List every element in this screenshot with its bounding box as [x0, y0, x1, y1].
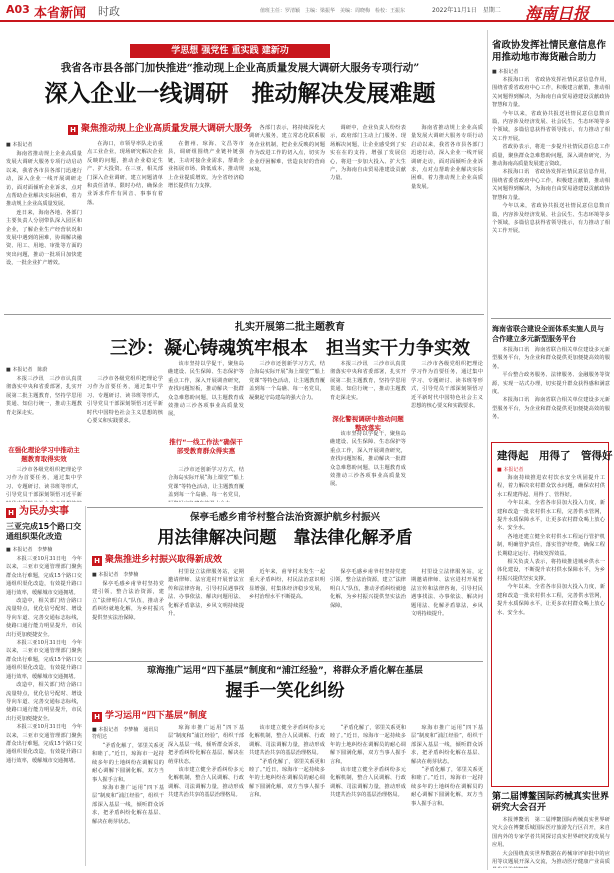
second-headline: 三沙：凝心铸魂筑牢根本 担当实干力争实效 [110, 338, 470, 359]
right-block4-title: 第二届博鳌国际药械真实世界研究大会召开 [492, 792, 610, 813]
issue-date: 2022年11月1日 星期二 [432, 7, 501, 14]
lead-col-2 [87, 140, 163, 310]
right-para: 各地还建立健全农村供水工程运行管护机制，明确管护责任，落实管护经费，确保工程长期稳定运行、持续发挥效益。 [497, 533, 605, 557]
lead-para: 海南省推动规上企业高质量发展大调研大服务专项行动启动以来，我省各市县各部门迅速行动，深入企业一线开展调研走访，面对面倾听企业诉求，点对点帮助企业解决实际困难，着力推动规上企业高质量发展。 [6, 151, 82, 208]
second-para: 本报三沙讯 三沙市认真贯彻落实中央和省委部署，扎实开展第二批主题教育，坚持学思用贯通、知信行统一，推动主题教育走深走实。 [6, 376, 82, 416]
third-section-label: 聚焦推进乡村振兴取得新成效 [105, 555, 223, 565]
left-para: 本报三亚10月31日电 今年以来，三亚市交通管理部门聚焦群众出行难题，完成15个路口交通组织渠化改造，有效提升路口通行效率，缓解城市交通拥堵。 [6, 724, 82, 764]
lead-para: 在海口，市领导率队走访重点工业企业，现场研究解决企业反映的问题，推动企业稳定生产、扩大投资。在三亚，相关部门深入企业调研，建立问题清单和责任清单，限时办结，确保企业诉求件件有回音、事事有着落。 [87, 141, 163, 206]
section-name: 本省新闻 [34, 6, 87, 21]
left-section-bar [6, 506, 86, 518]
right-para: 本报海口讯 海南省联合相关单位建设多元新型服务平台，为企业和群众提供更加便捷高效的服务。 [492, 397, 610, 421]
right-block2-title: 海南省联合建设全面体系实施人员与合作建立多元新型服务平台 [492, 325, 604, 343]
third-section-bar [92, 554, 292, 566]
column-rule [487, 30, 488, 870]
second-subhead: 扎实开展第二批主题教育 [235, 322, 345, 333]
right-para: 本报海口讯 省政协发挥社情民意信息作用，围绕省委省政府中心工作，积极建言献策，推动相关问题得到解决，为海南自由贸易港建设贡献政协智慧和力量。 [492, 77, 610, 109]
newspaper-logo: 海南日报 [525, 4, 590, 23]
second-para: 三沙市还创新学习方式，结合海岛实际开展“海上课堂”“船上党课”等特色活动，让主题教育覆盖到每一个岛礁、每一名党员，凝聚起守岛建岛的强大合力。 [249, 361, 325, 401]
third-para: 保亭毛感乡甫爷村坚持党建引领，整合法治资源，建立“法律明白人”队伍，推动矛盾纠纷就地化解，为乡村振兴提供坚实法治保障。 [92, 581, 164, 621]
right-para: 平台整合政务服务、法律服务、金融服务等资源，实现一站式办理，切实提升群众获得感和满意度。 [492, 372, 610, 396]
lead-col-6 [411, 124, 483, 310]
third-para: 村里设立法律服务站，定期邀请律师、法官进村开展普法宣传和法律咨询，引导村民遇事找法、办事依法、解决问题用法、化解矛盾靠法，乡风文明持续提升。 [411, 569, 483, 618]
second-para: 该市坚持以学促干，聚焦岛礁建设、民生保障、生态保护等重点工作，深入开展调查研究，查找问题短板，推动解决一批群众急难愁盼问题，以主题教育成效推动三沙各项事业高质量发展。 [330, 431, 406, 488]
section-marker-icon: H [92, 712, 102, 722]
divider [87, 507, 483, 508]
fourth-para: 琼海市推广运用“四下基层”制度和“浦江经验”，组织干部深入基层一线，倾听群众诉求，把矛盾纠纷化解在基层、解决在萌芽状态。 [411, 725, 483, 765]
right-para: 本报博鳌讯 第二届博鳌国际药械真实世界研究大会在博鳌乐城国际医疗旅游先行区召开，来自国内外的专家学者共同探讨真实世界研究的发展与应用。 [492, 817, 610, 849]
section-marker-icon: H [92, 556, 102, 566]
fourth-section-bar [92, 710, 292, 722]
third-col-3 [249, 568, 325, 658]
third-col-5 [411, 568, 483, 658]
page-code: A03 [6, 3, 30, 16]
fourth-section-label: 学习运用“四下基层”制度 [105, 711, 207, 721]
fourth-byline: ■ 本报记者 李梦楠 通讯员 符绍达 [92, 727, 164, 740]
right-para: 今年以来，全省各市县加大投入力度，新建和改造一批农村供水工程，完善供水管网，提升水质保障水平，让更多农村群众喝上放心水、安全水。 [497, 584, 605, 616]
fourth-para: “矛盾化解了，邻里关系更和睦了。”近日，琼海市一起持续多年的土地纠纷在调解员的耐心调解下圆满化解，双方当事人握手言和。 [92, 743, 164, 783]
third-col-1 [92, 580, 164, 658]
second-col-6 [411, 360, 483, 505]
right-block2-text [492, 346, 610, 436]
second-col-3 [168, 360, 244, 435]
lead-col-3 [168, 140, 244, 310]
third-col-2 [168, 568, 244, 658]
second-para: 三沙市各级党组织把理论学习作为首要任务，通过集中学习、专题研讨、读书班等形式，引导党员干部深刻领悟习近平新时代中国特色社会主义思想的核心要义和实践要求。 [87, 376, 163, 425]
lead-headline: 深入企业一线调研 推动解决发展难题 [44, 81, 436, 107]
right-block3-text [497, 474, 605, 782]
lead-para: 各部门表示，将持续深化大调研大服务，建立常态化联系服务企业机制，把企业反映的问题作为改进工作的切入点，切实为企业纾困解难，营造良好的营商环境。 [249, 125, 325, 174]
left-col-text [6, 555, 82, 865]
subsection-name: 时政 [98, 5, 120, 18]
theme-banner: 学思想 强党性 重实践 建新功 [130, 44, 330, 58]
fourth-para: 该市建立健全矛盾纠纷多元化解机制，整合人民调解、行政调解、司法调解力量，推动形成共建共治共享的基层治理格局。 [168, 767, 244, 799]
lead-col-1 [6, 150, 82, 310]
fourth-headline: 握手一笑化纠纷 [225, 681, 345, 701]
fourth-para: 该市建立健全矛盾纠纷多元化解机制，整合人民调解、行政调解、司法调解力量，推动形成共建共治共享的基层治理格局。 [330, 767, 406, 799]
fourth-para: “矛盾化解了，邻里关系更和睦了。”近日，琼海市一起持续多年的土地纠纷在调解员的耐心调解下圆满化解，双方当事人握手言和。 [330, 725, 406, 765]
second-col-2 [87, 375, 163, 505]
right-block1-text [492, 76, 610, 312]
second-col-5b [330, 430, 406, 505]
second-para: 三沙市各级党组织把理论学习作为首要任务，通过集中学习、专题研讨、读书班等形式，引导党员干部深刻领悟习近平新 [6, 467, 82, 499]
fourth-col-1 [92, 742, 164, 866]
lead-para: 调研中，企业负责人纷纷表示，政府部门主动上门服务、现场解决问题，让企业感受到了实实在在的支持，增强了发展信心，将进一步加大投入、扩大生产，为海南自由贸易港建设贡献力量。 [330, 125, 406, 182]
right-block4-text [492, 816, 610, 868]
third-byline: ■ 本报记者 李梦楠 [92, 572, 139, 578]
divider [87, 661, 483, 662]
right-para: 海南持续推进农村饮水安全巩固提升工程，着力解决农村群众饮水问题，确保农村供水工程建得起、用得了、管得好。 [497, 475, 605, 498]
right-para: 大会围绕真实世界数据在药械审评审批中的应用等议题展开深入交流，为推动医疗健康产业高质 [492, 850, 610, 866]
lead-col-5 [330, 124, 406, 310]
column-rule [85, 506, 86, 866]
right-block3-dateline: ■ 本报记者 [497, 467, 524, 473]
fourth-col-5 [411, 724, 483, 866]
second-para: 该市坚持以学促干，聚焦岛礁建设、民生保障、生态保护等重点工作，深入开展调查研究，查找问题短板，推动解决一批群众急难愁盼问题，以主题教育成效推动三沙各项事业高质量发展。 [168, 361, 244, 418]
second-byline: ■ 本报记者 陈蔚 [6, 367, 48, 373]
third-col-4 [330, 568, 406, 658]
lead-para: 连日来，海南各地、各部门主要负责人分别带队深入园区和企业，了解企业生产经营状况和发展中遇到的困难，协调解决融资、用工、用地、审批等方面的突出问题，推动一批项目加快建设，一批企业扩产增效。 [6, 209, 82, 267]
second-col-3b [168, 466, 244, 502]
divider [4, 314, 484, 315]
left-para: 改造中，相关部门结合路口流量特点，优化信号配时、增设导向车道、完善交通标志标线，使路口通行能力明显提升，市民出行更加便捷安全。 [6, 598, 82, 638]
lead-byline: ■ 本报记者 [6, 142, 33, 148]
divider [491, 318, 611, 319]
third-para: 近年来，甫爷村未发生一起重大矛盾纠纷，村民法治意识明显增强，村集体经济稳步发展，乡村治理水平不断提高。 [249, 569, 325, 601]
lead-para: 在儋州、琼海、文昌等市县，调研组围绕产业链补链强链，主动对接企业需求，帮助企业拓展市场、降低成本，推动规上企业提质增效，为全省经济稳增长提供有力支撑。 [168, 141, 244, 190]
right-para: 相关负责人表示，将持续推进城乡供水一体化建设，不断提升农村供水保障水平，为乡村振兴提供坚实支撑。 [497, 559, 605, 582]
fourth-para: 该市建立健全矛盾纠纷多元化解机制，整合人民调解、行政调解、司法调解力量，推动形成共建共治共享的基层治理格局。 [249, 725, 325, 757]
right-block1-title: 省政协发挥社情民意信息作用推动地市海货融合助力 [492, 40, 607, 63]
right-para: 今年以来，省政协共报送社情民意信息数百篇，内容涉及经济发展、社会民生、生态环境等多个领域，多篇信息获得省领导批示，有力推动了相关工作开展。 [492, 203, 610, 235]
fourth-para: 琼海市推广运用“四下基层”制度和“浦江经验”，组织干部深入基层一线，倾听群众诉求，把矛盾纠纷化解在基层、解决在萌芽状态。 [92, 785, 164, 825]
right-para: 本报海口讯 海南省联合相关单位建设多元新型服务平台，为企业和群众提供更加便捷高效的服务。 [492, 347, 610, 370]
left-section-label: 为民办实事 [19, 506, 69, 517]
third-para: 村里设立法律服务站，定期邀请律师、法官进村开展普法宣传和法律咨询，引导村民遇事找法、办事依法、解决问题用法、化解矛盾靠法，乡风文明持续提升。 [168, 569, 244, 618]
second-para: 本报三沙讯 三沙市认真贯彻落实中央和省委部署，扎实开展第二批主题教育，坚持学思用贯通、知信行统一，推动主题教育走深走实。 [330, 361, 406, 401]
right-para: 今年以来，省政协共报送社情民意信息数百篇，内容涉及经济发展、社会民生、生态环境等多个领域，多篇信息获得省领导批示，有力推动了相关工作开展。 [492, 110, 610, 142]
right-para: 今年以来，全省各市县加大投入力度，新建和改造一批农村供水工程，完善供水管网，提升水质保障水平，让更多农村群众喝上放心水、安全水。 [497, 500, 605, 532]
section-marker-icon: H [6, 508, 16, 518]
left-headline: 三亚完成15个路口交通组织渠化改造 [6, 522, 82, 541]
lead-section-label: 聚焦推动规上企业高质量发展大调研大服务 [81, 124, 253, 134]
fourth-col-2 [168, 724, 244, 866]
right-block1-byline: ■ 本报记者 [492, 69, 519, 75]
second-side-head: 推行“一线工作法”确保干部受教育群众得实惠 [169, 438, 243, 455]
fourth-col-3 [249, 724, 325, 866]
second-side-head: 在强化理论学习中推动主题教育取得实效 [8, 446, 80, 463]
left-para: 本报三亚10月31日电 今年以来，三亚市交通管理部门聚焦群众出行难题，完成15个路口交通组织渠化改造，有效提升路口通行效率，缓解城市交通拥堵。 [6, 640, 82, 680]
section-marker-icon: H [68, 125, 78, 135]
fourth-subhead: 琼海推广运用“四下基层”制度和“浦江经验”，将群众矛盾化解在基层 [147, 666, 423, 676]
third-para: 保亭毛感乡甫爷村坚持党建引领，整合法治资源，建立“法律明白人”队伍，推动矛盾纠纷就地化解，为乡村振兴提供坚实法治保障。 [330, 569, 406, 609]
second-col-1b [6, 466, 82, 502]
right-para: 本报海口讯 省政协发挥社情民意信息作用，围绕省委省政府中心工作，积极建言献策，推动相关问题得到解决，为海南自由贸易港建设贡献政协智慧和力量。 [492, 169, 610, 201]
fourth-para: 琼海市推广运用“四下基层”制度和“浦江经验”，组织干部深入基层一线，倾听群众诉求，把矛盾纠纷化解在基层、解决在萌芽状态。 [168, 725, 244, 765]
second-para: 三沙市还创新学习方式，结合海岛实际开展“海上课堂”“船上党课”等特色活动，让主题教育覆盖到每一个岛礁、每一名党员， [168, 467, 244, 499]
staff-line: 值班主任：罗清颖 主编：梁振华 美编：周晓梅 检校：王振东 [260, 8, 406, 14]
third-subhead: 保亭毛感乡甫爷村整合法治资源护航乡村振兴 [189, 512, 380, 523]
right-block3-title: 建得起 用得了 管得好 [497, 450, 613, 462]
fourth-para: “矛盾化解了，邻里关系更和睦了。”近日，琼海市一起持续多年的土地纠纷在调解员的耐心调解下圆满化解，双方当事人握手言和。 [249, 758, 325, 799]
lead-subhead: 我省各市县各部门加快推进“推动现上企业高质量发展大调研大服务专项行动” [60, 62, 420, 74]
left-byline: ■ 本报记者 李梦楠 [6, 547, 53, 553]
left-para: 改造中，相关部门结合路口流量特点，优化信号配时、增设导向车道、完善交通标志标线，使路口通行能力明显提升，市民出行更加便捷安全。 [6, 682, 82, 722]
second-col-5 [330, 360, 406, 410]
fourth-para: “矛盾化解了，邻里关系更和睦了。”近日，琼海市一起持续多年的土地纠纷在调解员的耐心调解下圆满化解，双方当事人握手言和。 [411, 767, 483, 807]
third-headline: 用法律解决问题 靠法律化解矛盾 [157, 528, 413, 548]
right-para: 省政协表示，将进一步提升社情民意信息工作质量，聚焦群众急难愁盼问题，深入调查研究，为推动海南高质量发展建言资政。 [492, 144, 610, 168]
second-side-head: 深化警视调研中推动问题整改落实 [332, 415, 404, 432]
second-col-4 [249, 360, 325, 505]
second-para: 三沙市各级党组织把理论学习作为首要任务，通过集中学习、专题研讨、读书班等形式，引导党员干部深刻领悟习近平新时代中国特色社会主义思想的核心要义和实践要求。 [411, 361, 483, 410]
second-col-1 [6, 375, 82, 445]
lead-para: 海南省推动规上企业高质量发展大调研大服务专项行动启动以来，我省各市县各部门迅速行动，深入企业一线开展调研走访，面对面倾听企业诉求，点对点帮助企业解决实际困难，着力推动规上企业高质量发展。 [411, 125, 483, 190]
lead-col-4 [249, 124, 325, 310]
left-para: 本报三亚10月31日电 今年以来，三亚市交通管理部门聚焦群众出行难题，完成15个路口交通组织渠化改造，有效提升路口通行效率，缓解城市交通拥堵。 [6, 556, 82, 596]
fourth-col-4 [330, 724, 406, 866]
